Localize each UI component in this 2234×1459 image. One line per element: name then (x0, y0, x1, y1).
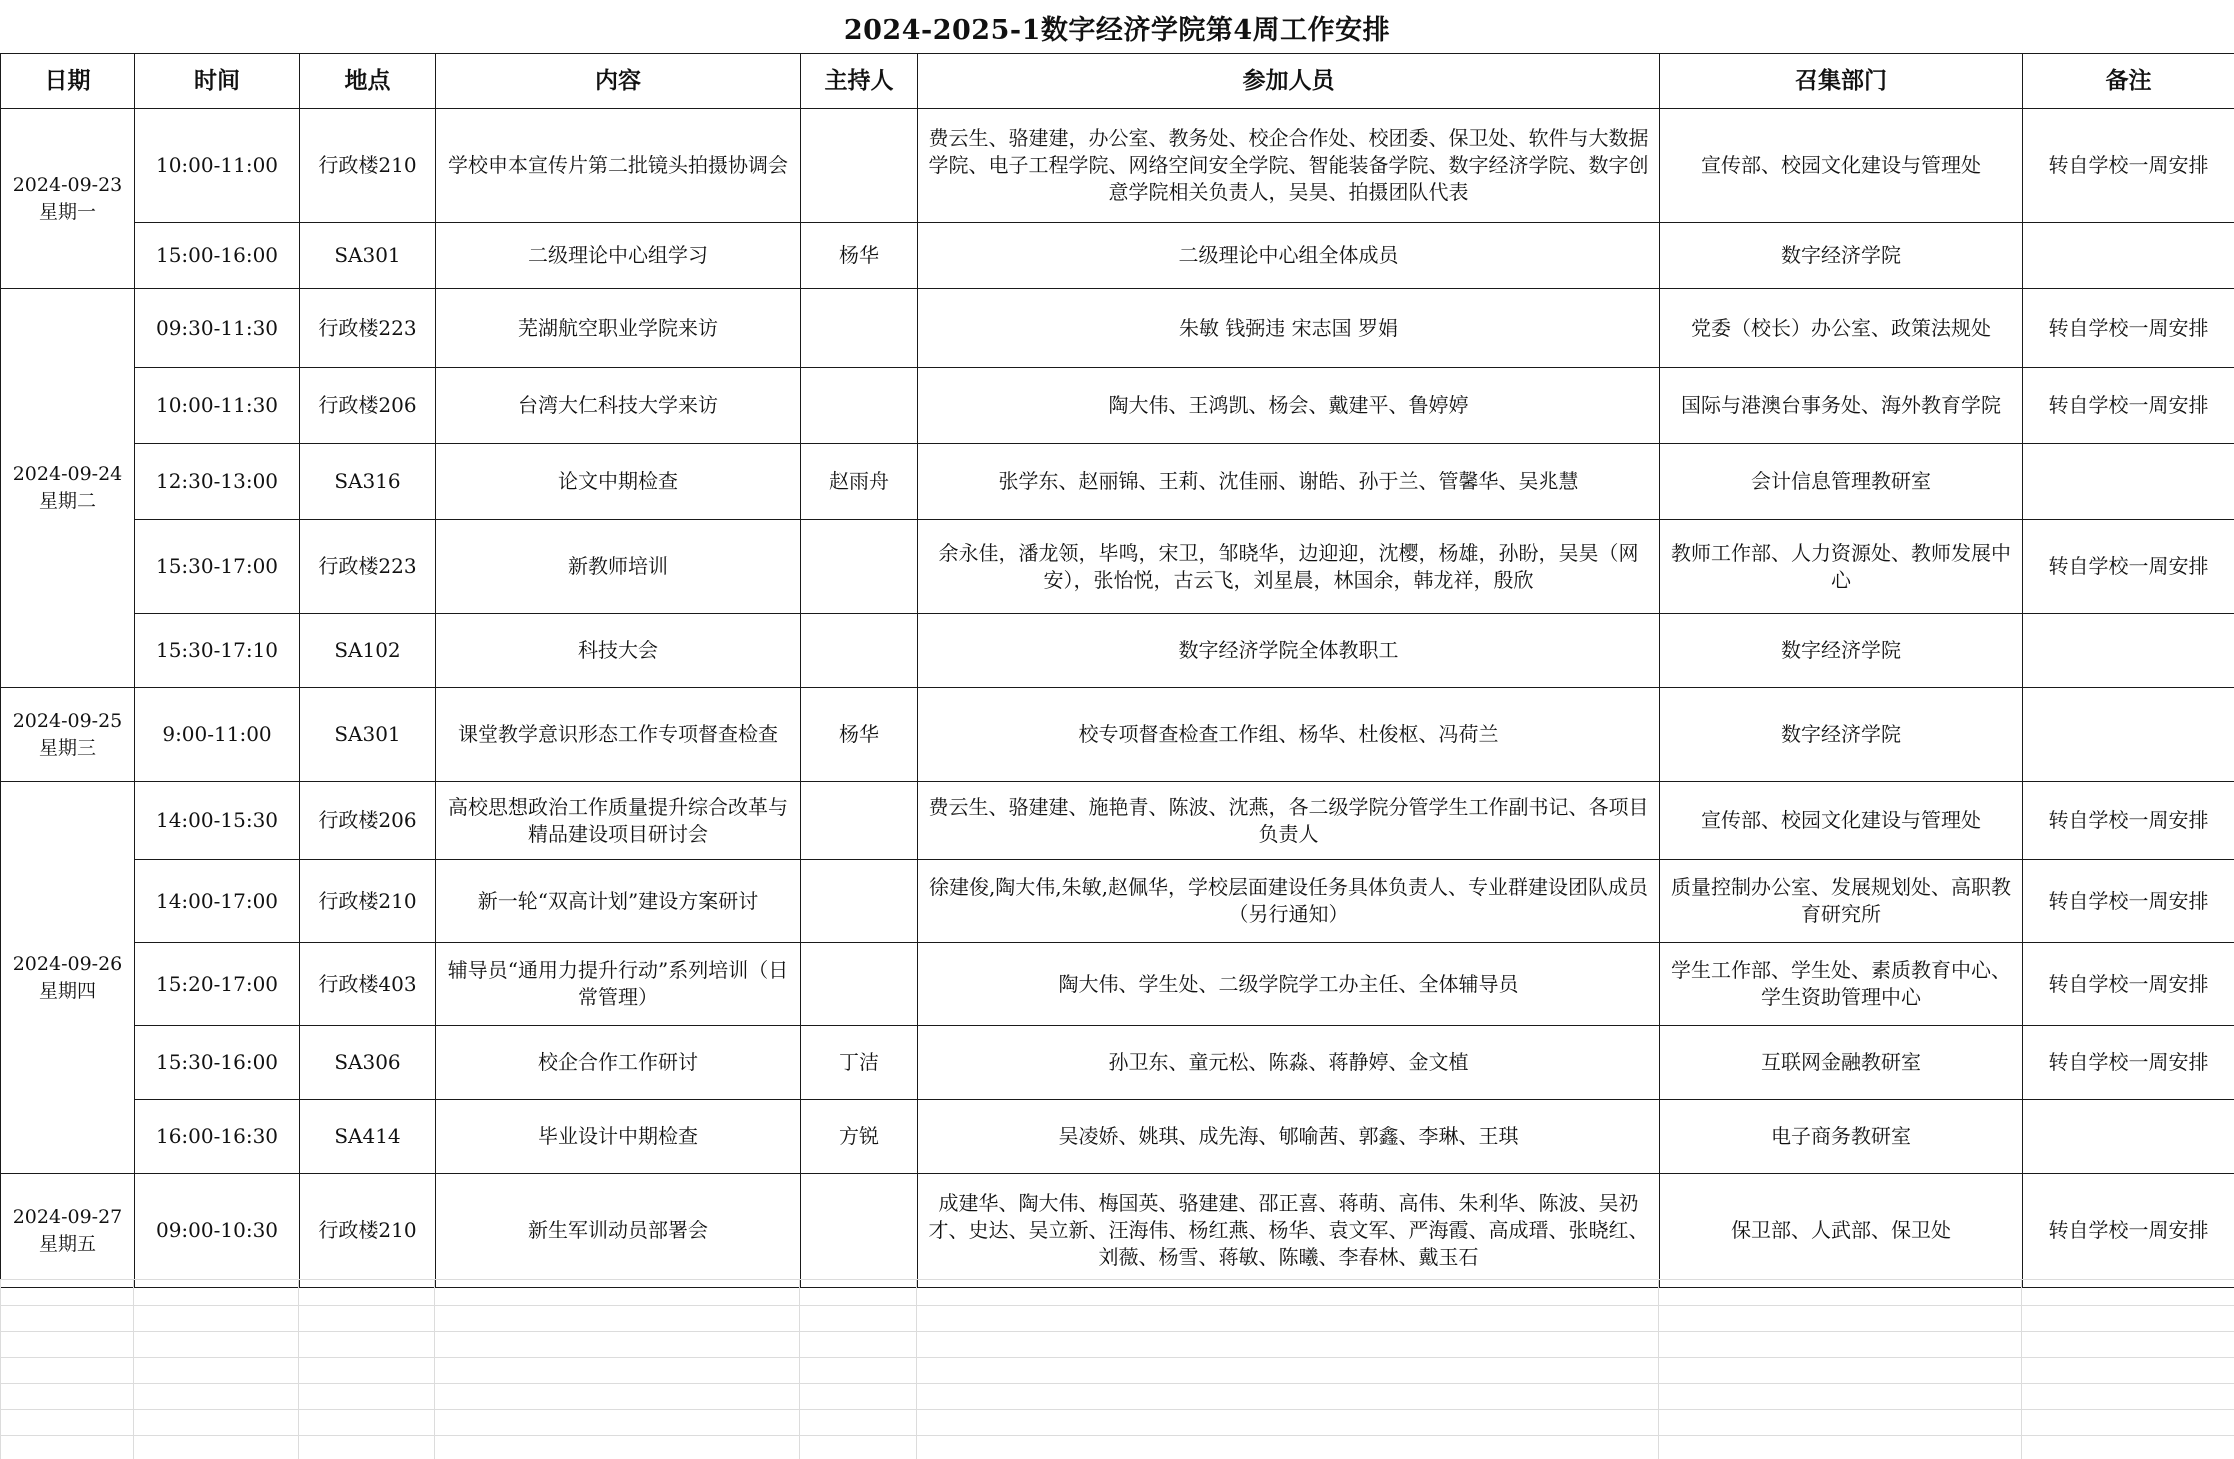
host-cell (801, 860, 918, 943)
attendees-cell: 二级理论中心组全体成员 (918, 223, 1660, 289)
note-cell (2023, 1100, 2234, 1174)
place-cell: SA102 (300, 614, 436, 688)
grid-line (1658, 1279, 1659, 1459)
place-cell: SA306 (300, 1026, 436, 1100)
content-cell: 毕业设计中期检查 (436, 1100, 801, 1174)
place-cell: 行政楼223 (300, 520, 436, 614)
time-cell: 15:00-16:00 (135, 223, 300, 289)
time-cell: 09:30-11:30 (135, 289, 300, 368)
header-note: 备注 (2023, 54, 2234, 109)
header-dept: 召集部门 (1660, 54, 2023, 109)
date-value: 2024-09-24 (12, 463, 123, 485)
grid-line (2021, 1279, 2022, 1459)
host-cell (801, 1174, 918, 1288)
attendees-cell: 校专项督查检查工作组、杨华、杜俊枢、冯荷兰 (918, 688, 1660, 782)
table-row (1, 614, 2234, 688)
attendees-cell: 余永佳，潘龙领，毕鸣，宋卫，邹晓华，边迎迎，沈樱，杨雄，孙盼，吴昊（网安），张怡悦，古云飞，刘星晨，林国余，韩龙祥，殷欣 (918, 520, 1660, 614)
table-row (1, 109, 2234, 223)
table-row (1, 860, 2234, 943)
dept-cell: 质量控制办公室、发展规划处、高职教育研究所 (1660, 860, 2023, 943)
dept-cell: 党委（校长）办公室、政策法规处 (1660, 289, 2023, 368)
host-cell: 方锐 (801, 1100, 918, 1174)
place-cell: SA414 (300, 1100, 436, 1174)
place-cell: SA301 (300, 223, 436, 289)
content-cell: 论文中期检查 (436, 444, 801, 520)
date-value: 2024-09-23 (12, 173, 123, 196)
host-cell (801, 289, 918, 368)
date-value: 2024-09-27 (12, 1205, 123, 1228)
table-row (1, 782, 2234, 860)
header-row (1, 54, 2234, 109)
note-cell (2023, 614, 2234, 688)
header-time: 时间 (135, 54, 300, 109)
page-title: 2024-2025-1数字经济学院第4周工作安排 (843, 14, 1391, 46)
table-row (1, 520, 2234, 614)
header-content: 内容 (436, 54, 801, 109)
host-cell (801, 520, 918, 614)
weekday-value: 星期四 (38, 979, 96, 1002)
table-row (1, 223, 2234, 289)
place-cell: 行政楼206 (300, 782, 436, 860)
place-cell: 行政楼403 (300, 943, 436, 1026)
content-cell: 新教师培训 (436, 520, 801, 614)
header-host: 主持人 (801, 54, 918, 109)
host-cell: 杨华 (801, 688, 918, 782)
dept-cell: 互联网金融教研室 (1660, 1026, 2023, 1100)
dept-cell: 会计信息管理教研室 (1660, 444, 2023, 520)
content-cell: 新生军训动员部署会 (436, 1174, 801, 1288)
grid-line (133, 1279, 134, 1459)
dept-cell: 宣传部、校园文化建设与管理处 (1660, 782, 2023, 860)
note-cell: 转自学校一周安排 (2023, 782, 2234, 860)
host-cell (801, 782, 918, 860)
weekday-value: 星期五 (38, 1232, 96, 1255)
place-cell: SA316 (300, 444, 436, 520)
place-cell: SA301 (300, 688, 436, 782)
host-cell: 赵雨舟 (801, 444, 918, 520)
place-cell: 行政楼210 (300, 109, 436, 223)
note-cell: 转自学校一周安排 (2023, 109, 2234, 223)
dept-cell: 国际与港澳台事务处、海外教育学院 (1660, 368, 2023, 444)
note-cell (2023, 223, 2234, 289)
dept-cell: 保卫部、人武部、保卫处 (1660, 1174, 2023, 1288)
attendees-cell: 陶大伟、王鸿凯、杨会、戴建平、鲁婷婷 (918, 368, 1660, 444)
time-cell: 15:30-17:00 (135, 520, 300, 614)
host-cell (801, 614, 918, 688)
content-cell: 科技大会 (436, 614, 801, 688)
attendees-cell: 成建华、陶大伟、梅国英、骆建建、邵正喜、蒋萌、高伟、朱利华、陈波、吴礽才、史达、吴立新、汪海伟、杨红燕、杨华、袁文军、严海霞、高成瑨、张晓红、刘薇、杨雪、蒋敏、陈曦、李春林、戴玉石 (918, 1174, 1660, 1288)
header-attendees: 参加人员 (918, 54, 1660, 109)
dept-cell: 数字经济学院 (1660, 688, 2023, 782)
time-cell: 09:00-10:30 (135, 1174, 300, 1288)
place-cell: 行政楼206 (300, 368, 436, 444)
content-cell: 高校思想政治工作质量提升综合改革与精品建设项目研讨会 (436, 782, 801, 860)
table-row (1, 1100, 2234, 1174)
attendees-cell: 张学东、赵丽锦、王莉、沈佳丽、谢皓、孙于兰、管馨华、吴兆慧 (918, 444, 1660, 520)
date-value: 2024-09-25 (12, 709, 123, 732)
attendees-cell: 费云生、骆建建、施艳青、陈波、沈燕，各二级学院分管学生工作副书记、各项目负责人 (918, 782, 1660, 860)
weekday-value: 星期二 (38, 490, 96, 512)
header-date: 日期 (1, 54, 135, 109)
date-cell (1, 289, 135, 688)
table-row (1, 289, 2234, 368)
date-cell (1, 782, 135, 1174)
attendees-cell: 数字经济学院全体教职工 (918, 614, 1660, 688)
content-cell: 新一轮“双高计划”建设方案研讨 (436, 860, 801, 943)
attendees-cell: 吴凌娇、姚琪、成先海、郇喻茜、郭鑫、李琳、王琪 (918, 1100, 1660, 1174)
table-row (1, 943, 2234, 1026)
content-cell: 辅导员“通用力提升行动”系列培训（日常管理） (436, 943, 801, 1026)
weekday-value: 星期一 (38, 200, 96, 223)
note-cell: 转自学校一周安排 (2023, 368, 2234, 444)
place-cell: 行政楼210 (300, 1174, 436, 1288)
table-row (1, 368, 2234, 444)
dept-cell: 宣传部、校园文化建设与管理处 (1660, 109, 2023, 223)
date-cell (1, 1174, 135, 1288)
time-cell: 14:00-17:00 (135, 860, 300, 943)
table-row (1, 1174, 2234, 1288)
attendees-cell: 陶大伟、学生处、二级学院学工办主任、全体辅导员 (918, 943, 1660, 1026)
table-row (1, 1026, 2234, 1100)
time-cell: 15:30-17:10 (135, 614, 300, 688)
date-cell (1, 688, 135, 782)
table-row (1, 444, 2234, 520)
host-cell: 丁洁 (801, 1026, 918, 1100)
attendees-cell: 徐建俊,陶大伟,朱敏,赵佩华，学校层面建设任务具体负责人、专业群建设团队成员（另行通知） (918, 860, 1660, 943)
content-cell: 课堂教学意识形态工作专项督查检查 (436, 688, 801, 782)
note-cell: 转自学校一周安排 (2023, 943, 2234, 1026)
attendees-cell: 孙卫东、童元松、陈淼、蒋静婷、金文植 (918, 1026, 1660, 1100)
grid-line (434, 1279, 435, 1459)
host-cell (801, 109, 918, 223)
dept-cell: 学生工作部、学生处、素质教育中心、学生资助管理中心 (1660, 943, 2023, 1026)
host-cell (801, 368, 918, 444)
dept-cell: 数字经济学院 (1660, 614, 2023, 688)
attendees-cell: 费云生、骆建建，办公室、教务处、校企合作处、校团委、保卫处、软件与大数据学院、电子工程学院、网络空间安全学院、智能装备学院、数字经济学院、数字创意学院相关负责人，吴昊、拍摄团队代表 (918, 109, 1660, 223)
place-cell: 行政楼223 (300, 289, 436, 368)
content-cell: 二级理论中心组学习 (436, 223, 801, 289)
dept-cell: 教师工作部、人力资源处、教师发展中心 (1660, 520, 2023, 614)
dept-cell: 电子商务教研室 (1660, 1100, 2023, 1174)
time-cell: 9:00-11:00 (135, 688, 300, 782)
time-cell: 12:30-13:00 (135, 444, 300, 520)
date-cell (1, 109, 135, 289)
time-cell: 15:30-16:00 (135, 1026, 300, 1100)
time-cell: 10:00-11:30 (135, 368, 300, 444)
note-cell: 转自学校一周安排 (2023, 860, 2234, 943)
content-cell: 台湾大仁科技大学来访 (436, 368, 801, 444)
grid-line (916, 1279, 917, 1459)
content-cell: 校企合作工作研讨 (436, 1026, 801, 1100)
note-cell: 转自学校一周安排 (2023, 520, 2234, 614)
note-cell: 转自学校一周安排 (2023, 289, 2234, 368)
host-cell (801, 943, 918, 1026)
empty-sheet-grid (0, 1279, 2234, 1459)
note-cell: 转自学校一周安排 (2023, 1026, 2234, 1100)
grid-line (298, 1279, 299, 1459)
content-cell: 学校申本宣传片第二批镜头拍摄协调会 (436, 109, 801, 223)
time-cell: 16:00-16:30 (135, 1100, 300, 1174)
content-cell: 芜湖航空职业学院来访 (436, 289, 801, 368)
grid-line (799, 1279, 800, 1459)
header-place: 地点 (300, 54, 436, 109)
note-cell: 转自学校一周安排 (2023, 1174, 2234, 1288)
host-cell: 杨华 (801, 223, 918, 289)
place-cell: 行政楼210 (300, 860, 436, 943)
note-cell (2023, 444, 2234, 520)
time-cell: 10:00-11:00 (135, 109, 300, 223)
time-cell: 15:20-17:00 (135, 943, 300, 1026)
dept-cell: 数字经济学院 (1660, 223, 2023, 289)
attendees-cell: 朱敏 钱弼违 宋志国 罗娟 (918, 289, 1660, 368)
date-value: 2024-09-26 (12, 952, 123, 975)
note-cell (2023, 688, 2234, 782)
schedule-table (0, 53, 2234, 1288)
time-cell: 14:00-15:30 (135, 782, 300, 860)
table-row (1, 688, 2234, 782)
weekday-value: 星期三 (38, 736, 96, 759)
